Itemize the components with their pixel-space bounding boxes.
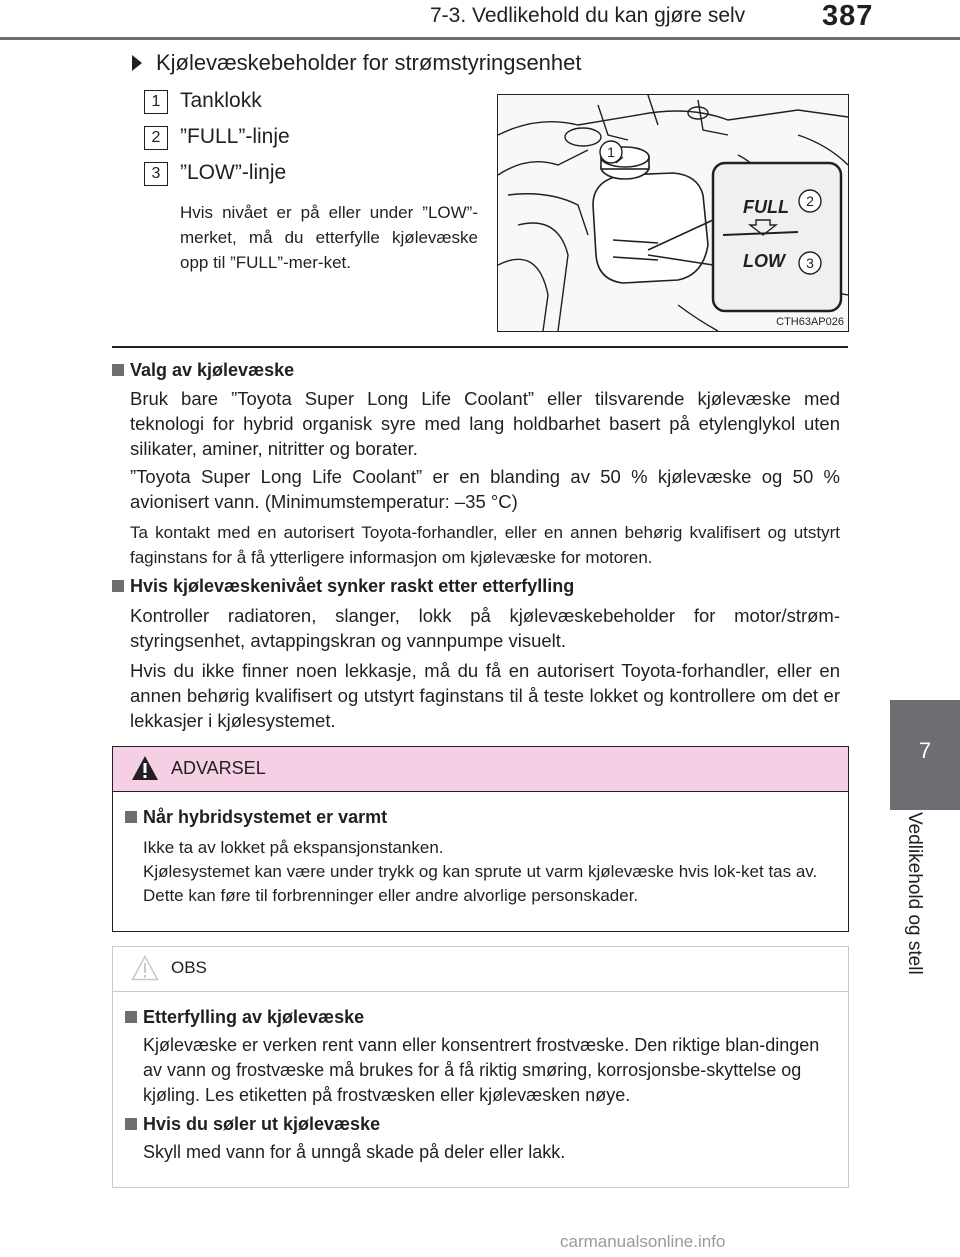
paragraph: ”Toyota Super Long Life Coolant” er en blanding av 50 % kjølevæske og 50 % avionisert vann. (Minimumstemperatur: –35 °C) bbox=[130, 466, 840, 512]
warning-sub-heading-text: Når hybridsystemet er varmt bbox=[143, 807, 388, 827]
item-label-low: ”LOW”-linje bbox=[180, 161, 287, 184]
paragraph: Kontroller radiatoren, slanger, lokk på kjølevæskebeholder for motor/strøm-styringsenhet, avtappingskran og vannpumpe visuelt. bbox=[130, 605, 840, 651]
callout-2: 2 bbox=[806, 193, 814, 209]
callout-3: 3 bbox=[806, 255, 814, 271]
notice-text: Skyll med vann for å unngå skade på deler eller lakk. bbox=[143, 1142, 566, 1162]
notice-sub-heading-text: Hvis du søler ut kjølevæske bbox=[143, 1114, 381, 1134]
item-number-2: 2 bbox=[144, 126, 168, 150]
notice-text: Kjølevæske er verken rent vann eller konsentrert frostvæske. Den riktige blan-dingen av vann og frostvæske må brukes for å få riktig smøring, korrosjonsbe-skyttelse og kjøling. Les etiketten på frostvæsken eller kjølevæsken nøye. bbox=[143, 1035, 820, 1105]
section-heading-level-drop bbox=[112, 576, 574, 597]
paragraph: Bruk bare ”Toyota Super Long Life Coolant” eller tilsvarende kjølevæske med teknologi for hybrid organisk syre med lang holdbarhet basert på etylenglykol uten silikater, aminer, nitritter og borater. bbox=[130, 388, 840, 459]
item-number-3: 3 bbox=[144, 162, 168, 186]
warning-line: Ikke ta av lokket på ekspansjonstanken. bbox=[143, 838, 444, 857]
watermark: carmanualsonline.info bbox=[560, 1232, 726, 1251]
item-label-cap: Tanklokk bbox=[180, 89, 262, 112]
section-heading-coolant-choice bbox=[112, 360, 294, 381]
reservoir-drawing bbox=[498, 95, 848, 331]
level-note: Hvis nivået er på eller under ”LOW”-merket, må du etterfylle kjølevæske opp til ”FULL”-mer-ket. bbox=[180, 203, 478, 272]
warning-header bbox=[113, 747, 848, 792]
intro-heading-text: Kjølevæskebeholder for strømstyringsenhet bbox=[156, 50, 582, 75]
arrow-right-icon bbox=[132, 55, 142, 71]
section-heading-text: Hvis kjølevæskenivået synker raskt etter etterfylling bbox=[130, 576, 575, 596]
full-marking: FULL bbox=[743, 197, 789, 217]
coolant-reservoir-illustration bbox=[497, 94, 849, 332]
caution-triangle-icon bbox=[131, 955, 159, 981]
notice-sub-heading bbox=[125, 1114, 380, 1135]
notice-header bbox=[113, 947, 848, 992]
warning-box bbox=[112, 746, 849, 932]
intro-heading bbox=[132, 50, 582, 76]
header-divider bbox=[0, 37, 960, 40]
callout-1: 1 bbox=[607, 144, 615, 160]
square-bullet-icon bbox=[125, 1118, 137, 1130]
figure-caption: CTH63AP026 bbox=[776, 316, 844, 328]
item-number-1: 1 bbox=[144, 90, 168, 114]
item-label-full: ”FULL”-linje bbox=[180, 125, 290, 148]
page-number: 387 bbox=[822, 0, 874, 32]
notice-title: OBS bbox=[171, 958, 207, 977]
header-section-title: 7-3. Vedlikehold du kan gjøre selv bbox=[430, 4, 746, 27]
notice-box bbox=[112, 946, 849, 1188]
warning-line: Kjølesystemet kan være under trykk og kan sprute ut varm kjølevæske hvis lok-ket tas av. Dette kan føre til forbrenninger eller andre alvorlige personskader. bbox=[143, 862, 818, 905]
warning-sub-heading bbox=[125, 807, 387, 828]
section-heading-text: Valg av kjølevæske bbox=[130, 360, 295, 380]
low-marking: LOW bbox=[743, 251, 785, 271]
square-bullet-icon bbox=[112, 364, 124, 376]
square-bullet-icon bbox=[112, 580, 124, 592]
warning-triangle-icon bbox=[131, 755, 159, 781]
paragraph: Hvis du ikke finner noen lekkasje, må du få en autorisert Toyota-forhandler, eller en annen behørig kvalifisert og utstyrt faginstans til å teste lokket og kontrollere om det er lekkasjer i kjølesystemet. bbox=[130, 660, 840, 731]
square-bullet-icon bbox=[125, 1011, 137, 1023]
chapter-label: Vedlikehold og stell bbox=[904, 812, 925, 975]
section-divider bbox=[112, 346, 848, 348]
square-bullet-icon bbox=[125, 811, 137, 823]
warning-text bbox=[143, 836, 833, 908]
warning-title: ADVARSEL bbox=[171, 758, 266, 778]
notice-sub-heading bbox=[125, 1007, 364, 1028]
chapter-number: 7 bbox=[918, 738, 932, 763]
notice-sub-heading-text: Etterfylling av kjølevæske bbox=[143, 1007, 365, 1027]
paragraph: Ta kontakt med en autorisert Toyota-forhandler, eller en annen behørig kvalifisert og utstyrt faginstans for å få ytterligere informasjon om kjølevæske for motoren. bbox=[130, 523, 840, 567]
